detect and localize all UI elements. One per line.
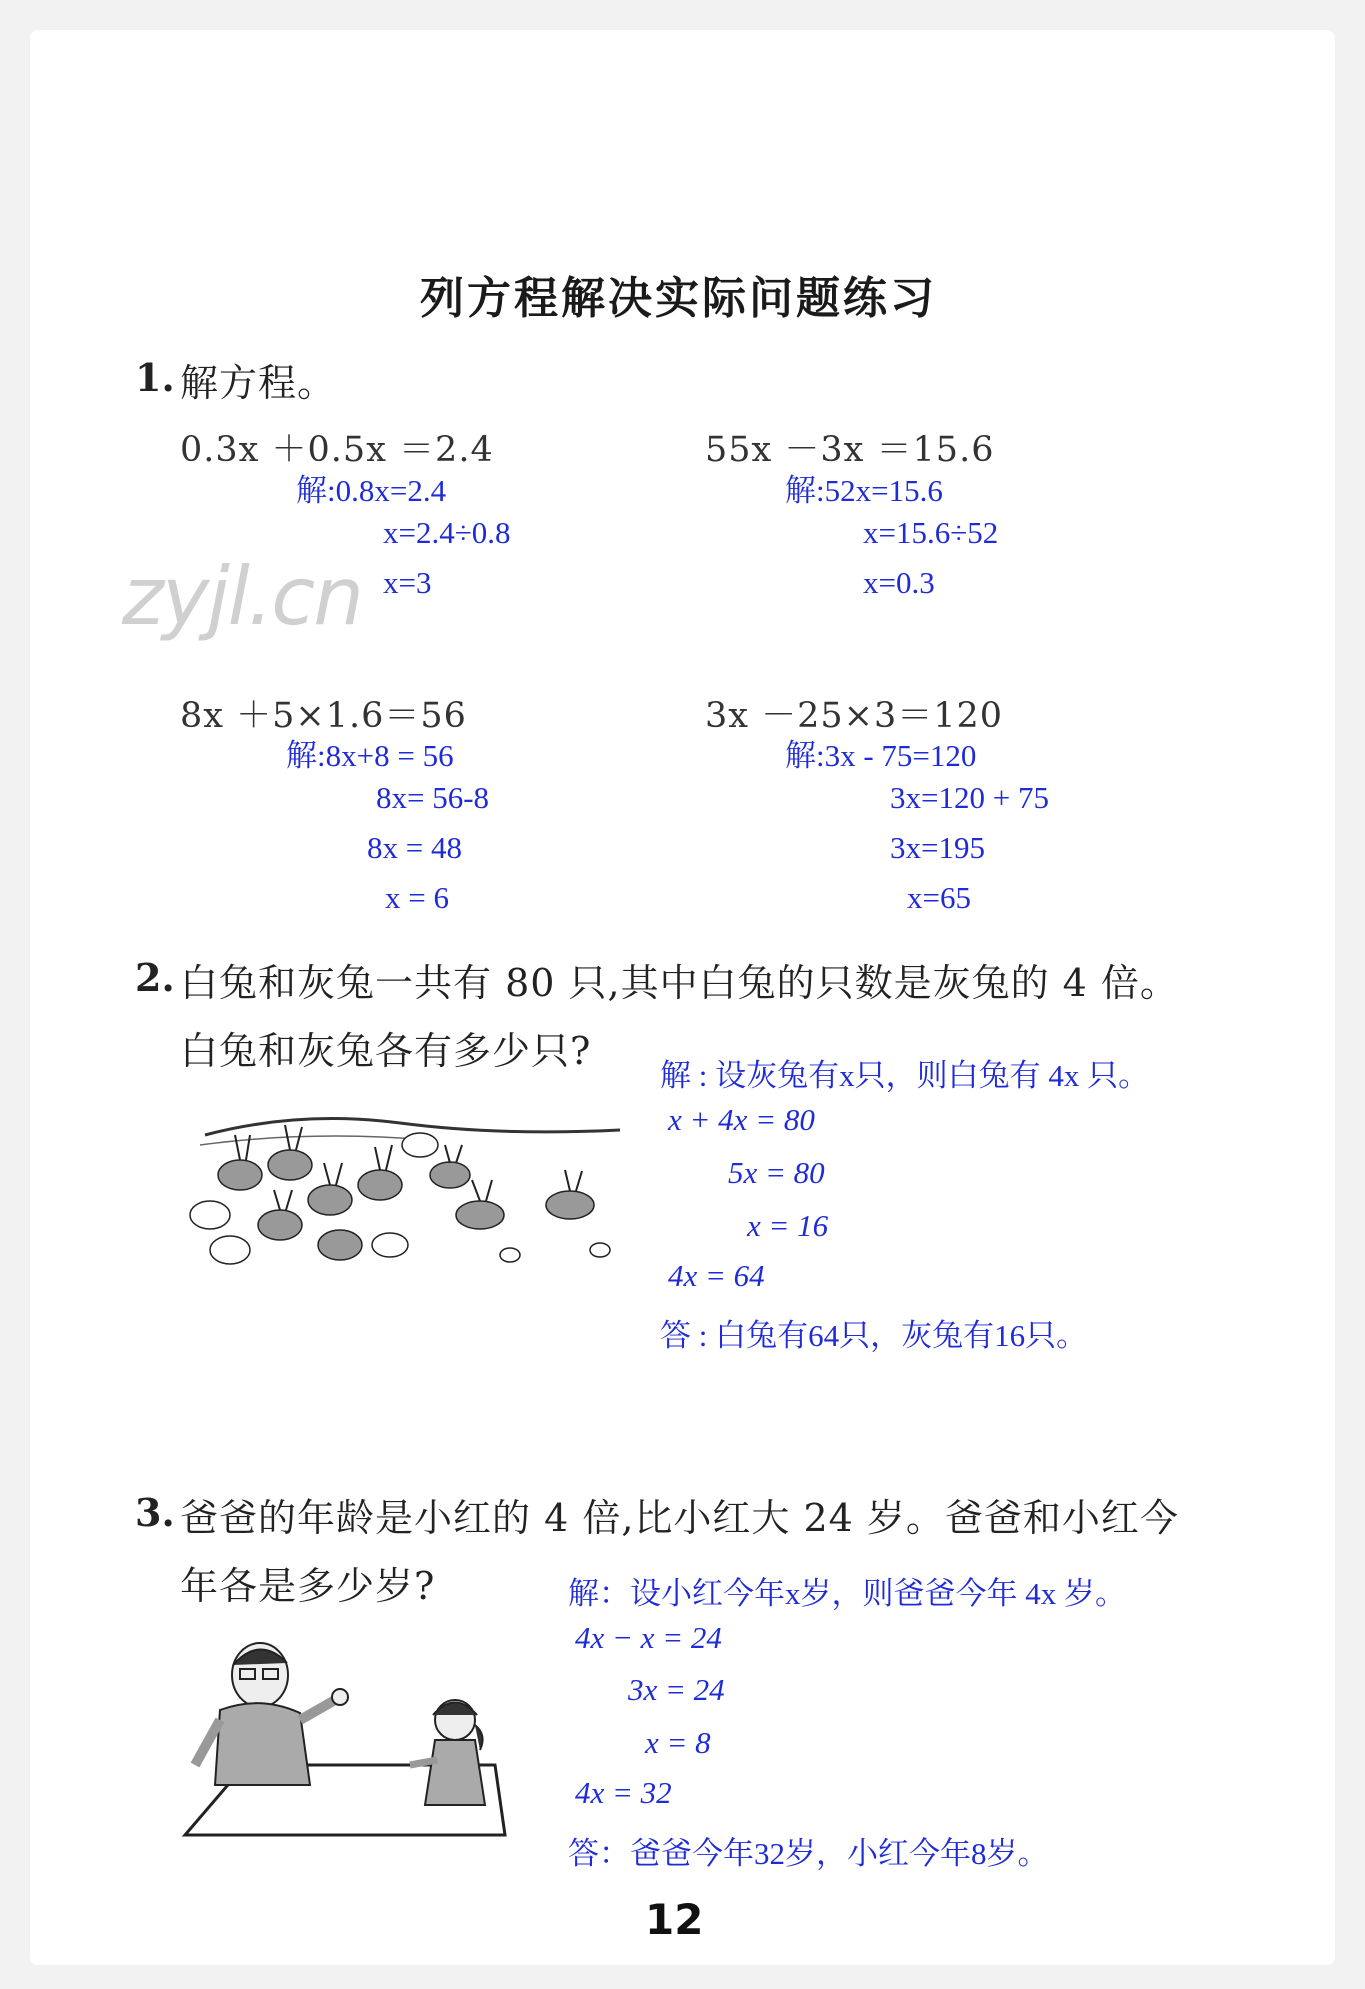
q1-eq2-problem: 55x －3x ＝15.6 bbox=[705, 430, 995, 470]
watermark: zyjl.cn bbox=[122, 550, 362, 643]
q2-answer-final: 答 : 白兔有64只，灰兔有16只。 bbox=[660, 1318, 1088, 1353]
q3-line2: 年各是多少岁? bbox=[180, 1564, 436, 1608]
q1-eq1-problem: 0.3x ＋0.5x ＝2.4 bbox=[180, 430, 494, 470]
page-title: 列方程解决实际问题练习 bbox=[420, 273, 937, 324]
q3-number: 3. bbox=[135, 1490, 175, 1535]
father-daughter-illustration bbox=[175, 1635, 520, 1840]
q2-answer-eq3: x = 16 bbox=[747, 1208, 829, 1243]
q3-answer-eq4: 4x = 32 bbox=[575, 1775, 672, 1810]
q1-eq3-step4: x = 6 bbox=[385, 880, 449, 915]
q2-answer-setup: 解 : 设灰兔有x只，则白兔有 4x 只。 bbox=[660, 1058, 1150, 1093]
q1-eq3-step2: 8x= 56-8 bbox=[376, 780, 490, 815]
q1-eq4-step2: 3x=120 + 75 bbox=[890, 780, 1049, 815]
page-number: 12 bbox=[645, 1895, 704, 1944]
q3-line1: 爸爸的年龄是小红的 4 倍,比小红大 24 岁。爸爸和小红今 bbox=[180, 1496, 1179, 1540]
q2-line2: 白兔和灰兔各有多少只? bbox=[180, 1029, 592, 1073]
q1-eq4-step4: x=65 bbox=[907, 880, 971, 915]
q2-answer-eq1: x + 4x = 80 bbox=[668, 1102, 815, 1137]
q1-number: 1. bbox=[135, 355, 175, 400]
q3-answer-eq2: 3x = 24 bbox=[628, 1672, 725, 1707]
q3-answer-setup: 解：设小红今年x岁，则爸爸今年 4x 岁。 bbox=[568, 1576, 1126, 1611]
rabbits-illustration bbox=[180, 1105, 630, 1270]
q1-eq1-step1: 解:0.8x=2.4 bbox=[296, 473, 447, 508]
q1-eq4-problem: 3x －25×3＝120 bbox=[705, 696, 1004, 736]
q3-answer-final: 答：爸爸今年32岁，小红今年8岁。 bbox=[568, 1836, 1049, 1871]
q3-answer-eq3: x = 8 bbox=[645, 1725, 711, 1760]
q1-eq2-step1: 解:52x=15.6 bbox=[785, 473, 943, 508]
q2-answer-eq4: 4x = 64 bbox=[668, 1258, 765, 1293]
q1-eq4-step1: 解:3x - 75=120 bbox=[785, 738, 977, 773]
q1-eq1-step3: x=3 bbox=[383, 565, 432, 600]
q1-eq2-step2: x=15.6÷52 bbox=[863, 515, 999, 550]
q2-number: 2. bbox=[135, 955, 175, 1000]
q2-line1: 白兔和灰兔一共有 80 只,其中白兔的只数是灰兔的 4 倍。 bbox=[180, 961, 1179, 1005]
q1-eq1-step2: x=2.4÷0.8 bbox=[383, 515, 511, 550]
q1-eq4-step3: 3x=195 bbox=[890, 830, 985, 865]
q1-eq3-problem: 8x ＋5×1.6＝56 bbox=[180, 696, 467, 736]
q3-answer-eq1: 4x − x = 24 bbox=[575, 1620, 722, 1655]
q1-eq2-step3: x=0.3 bbox=[863, 565, 935, 600]
q1-eq3-step1: 解:8x+8 = 56 bbox=[286, 738, 454, 773]
q1-text: 解方程。 bbox=[180, 361, 337, 405]
q1-eq3-step3: 8x = 48 bbox=[367, 830, 462, 865]
q2-answer-eq2: 5x = 80 bbox=[728, 1155, 825, 1190]
